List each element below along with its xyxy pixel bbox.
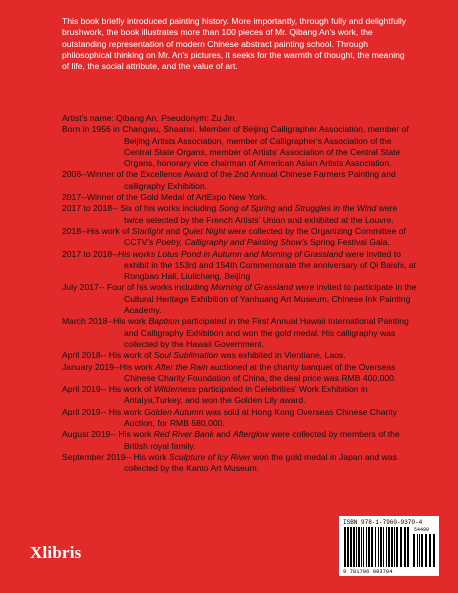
artist-biography — [62, 113, 418, 475]
bio-entry: March 2018--His work Baptism participated in the First Annual Hawaii International Painting and Calligraphy Exhibition and won the gold medal. His calligraphy was collected by the Hawaii Government. — [62, 316, 409, 349]
isbn-label: ISBN 978-1-7960-9370-4 — [343, 519, 423, 526]
bio-entry: 2017 to 2018-- Six of his works including Song of Spring and Struggles in the Wind were twice selected by the French Artists' Union and exhibited at the Louvre. — [62, 203, 398, 225]
bio-entry: September 2019-- His work Sculpture of Icy River won the gold medal in Japan and was collected by the Kanto Art Museum. — [62, 451, 397, 474]
publisher-logo: Xlibris — [30, 543, 82, 562]
addon-barcode-bars — [413, 534, 435, 567]
bio-entry: April 2018-- His work of Soul Sublimation was exhibited in Vientiane, Laos. — [62, 350, 346, 361]
bio-entry: August 2019-- His work Red River Bank and Afterglow were collected by members of the British royal family. — [62, 429, 400, 451]
bio-entry: January 2019--His work After the Rain auctioned at the charity banquet of the Overseas Chinese Charity Foundation of China, the deal price was RMB 400,000. — [62, 361, 397, 383]
isbn-barcode — [339, 516, 439, 576]
bio-entry: 2017 to 2018--His works Lotus Pond in Autumn and Morning of Grassland were invited to exhibit in the 153rd and 154th Commemorate the anniversary of Qi Baishi, at Rongbao Hall, Liulichang, Beijing — [62, 248, 416, 282]
bio-entry: Artist's name: Qibang An. Pseudonym: Zu Jin. — [62, 113, 238, 123]
price-addon-label: 54499 — [414, 527, 430, 533]
bio-entry: Born in 1956 in Changwu, Shaanxi. Member of Beijing Calligrapher Association, member of Beijing Artists Association, member of Calligrapher's Association of the Central State Organs, member of Artists' Association of the Central State Organs, honorary vice chairman of American Asian Artists Association. — [62, 124, 409, 169]
ean-barcode-bars — [344, 527, 410, 567]
back-cover-blurb: This book briefly introduced painting history. More importantly, through fully and delightfully brushwork, the book illustrates more than 100 pieces of Mr. Qibang An's work, the outstanding representation of modern Chinese abstract painting school. Through philosophical thinking on Mr. An's pictures, it seeks for the warmth of thought, the meaning of life, the social attribute, and the value of art. — [62, 16, 407, 72]
bio-entry: 2017--Winner of the Gold Medal of ArtExpo New York. — [62, 192, 268, 203]
bio-entry: 2006--Winner of the Excellence Award of the 2nd Annual Chinese Farmers Painting and calligraphy Exhibition. — [62, 169, 396, 191]
bio-entry: April 2019-- His work of Wilderness participated in Celebrities' Work Exhibition in Antalya,Turkey, and won the Golden Lily award. — [62, 384, 368, 406]
barcode-digits: 9 781796 093704 — [343, 568, 393, 575]
bio-entry: 2018--His work of Starlight and Quiet Night were collected by the Organizing Committee of CCTV's Poetry, Calligraphy and Painting Show's Spring Festival Gala. — [62, 225, 406, 248]
bio-entry: July 2017-- Four of his works including Morning of Grassland were invited to participate in the Cultural Heritage Exhibition of Yanhuang Art Museum, Chinese Ink Painting Academy. — [62, 282, 417, 316]
bio-entry: April 2019-- His work Golden Autumn was sold at Hong Kong Overseas Chinese Charity Auction, for RMB 580,000. — [62, 406, 398, 429]
